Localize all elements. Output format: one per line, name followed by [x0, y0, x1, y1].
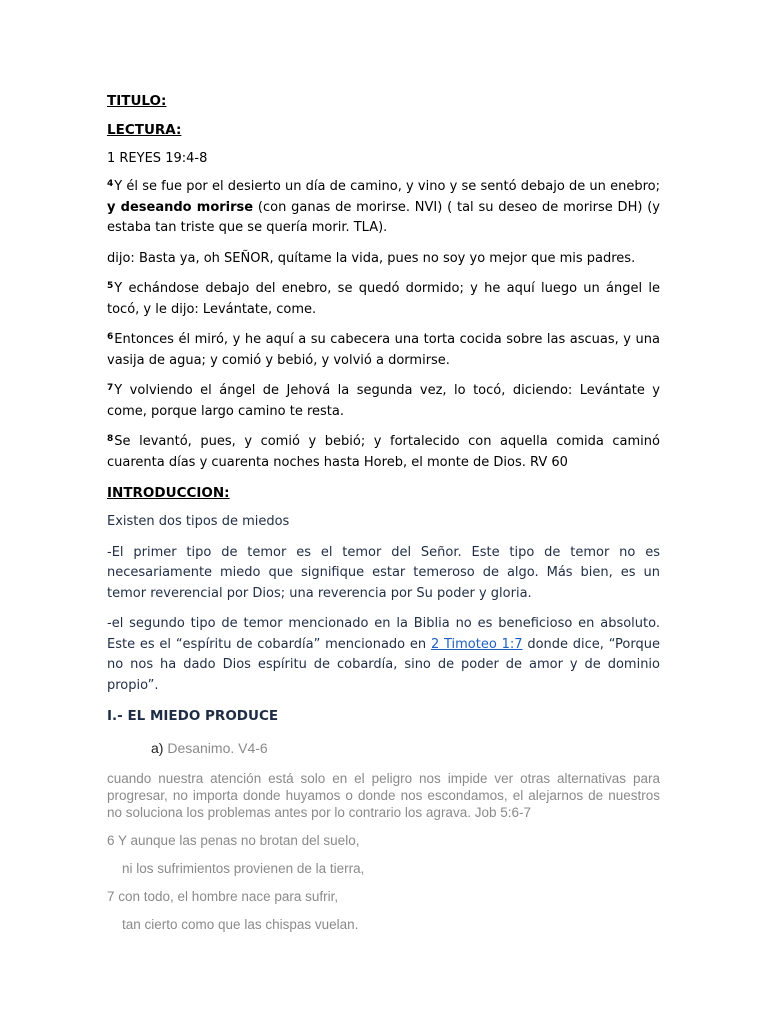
titulo-heading: TITULO: [107, 93, 167, 109]
verse-6 [107, 330, 660, 371]
verse-7 [107, 381, 660, 422]
verse-text: (con ganas de morirse. NVI) ( tal su deseo de morirse DH) (y estaba tan triste que se quería morir. TLA). [107, 199, 660, 235]
section-1-heading: I.- EL MIEDO PRODUCE [107, 708, 279, 724]
job-verse-line-3: 7 con todo, el hombre nace para sufrir, [107, 889, 339, 904]
verse-4-continued: dijo: Basta ya, oh SEÑOR, quítame la vida, pues no soy yo mejor que mis padres. [107, 250, 636, 266]
subpoint-text: Desanimo. V4-6 [163, 740, 268, 756]
verse-number: 6 [107, 332, 114, 342]
job-verse-line-4: tan cierto como que las chispas vuelan. [122, 917, 359, 932]
verse-number: 4 [107, 179, 114, 189]
verse-8 [107, 432, 660, 473]
paragraph-text: -el segundo tipo de temor mencionado en la Biblia no es beneficioso en absoluto. Este es el “espíritu de cobardía” mencionado en [107, 616, 660, 652]
intro-paragraph-1: Existen dos tipos de miedos [107, 514, 290, 529]
explanation-paragraph: cuando nuestra atención está solo en el peligro nos impide ver otras alternativas para progresar, no importa donde huyamos o donde nos escondamos, el alejarnos de nuestros no soluciona los problemas antes por lo contrario los agrava. Job 5:6-7 [107, 771, 660, 820]
scripture-link[interactable]: 2 Timoteo 1:7 [430, 636, 523, 652]
job-verse-line-1: 6 Y aunque las penas no brotan del suelo, [107, 833, 360, 848]
verse-text: Y él se fue por el desierto un día de camino, y vino y se sentó debajo de un enebro; [114, 179, 660, 194]
subpoint-a [107, 738, 660, 758]
scripture-reference: 1 REYES 19:4-8 [107, 151, 208, 166]
verse-number: 8 [107, 434, 114, 444]
lectura-heading: LECTURA: [107, 122, 182, 138]
subpoint-letter: a) [151, 740, 164, 756]
verse-emphasis: y deseando morirse [107, 199, 254, 215]
intro-paragraph-2: -El primer tipo de temor es el temor del Señor. Este tipo de temor no es necesariamente miedo que signifique estar temeroso de algo. Más bien, es un temor reverencial por Dios; una reverencia por Su poder y gloria. [107, 544, 660, 601]
paragraph-text: donde dice, “Porque no nos ha dado Dios espíritu de cobardía, sino de poder de amor y de dominio propio”. [107, 636, 660, 693]
verse-text: Y volviendo el ángel de Jehová la segunda vez, lo tocó, diciendo: Levántate y come, porque largo camino te resta. [107, 383, 660, 419]
verse-text: Se levantó, pues, y comió y bebió; y fortalecido con aquella comida caminó cuarenta días y cuarenta noches hasta Horeb, el monte de Dios. RV 60 [107, 434, 660, 470]
verse-4 [107, 177, 660, 239]
intro-paragraph-3 [107, 614, 660, 696]
verse-number: 7 [107, 383, 114, 393]
verse-number: 5 [107, 281, 114, 291]
introduccion-heading: INTRODUCCION: [107, 485, 230, 501]
verse-text: Y echándose debajo del enebro, se quedó dormido; y he aquí luego un ángel le tocó, y le dijo: Levántate, come. [107, 281, 660, 317]
document-body [107, 91, 660, 944]
verse-5 [107, 279, 660, 320]
job-verse-line-2: ni los sufrimientos provienen de la tierra, [122, 861, 365, 876]
verse-text: Entonces él miró, y he aquí a su cabecera una torta cocida sobre las ascuas, y una vasija de agua; y comió y bebió, y volvió a dormirse. [107, 332, 660, 368]
